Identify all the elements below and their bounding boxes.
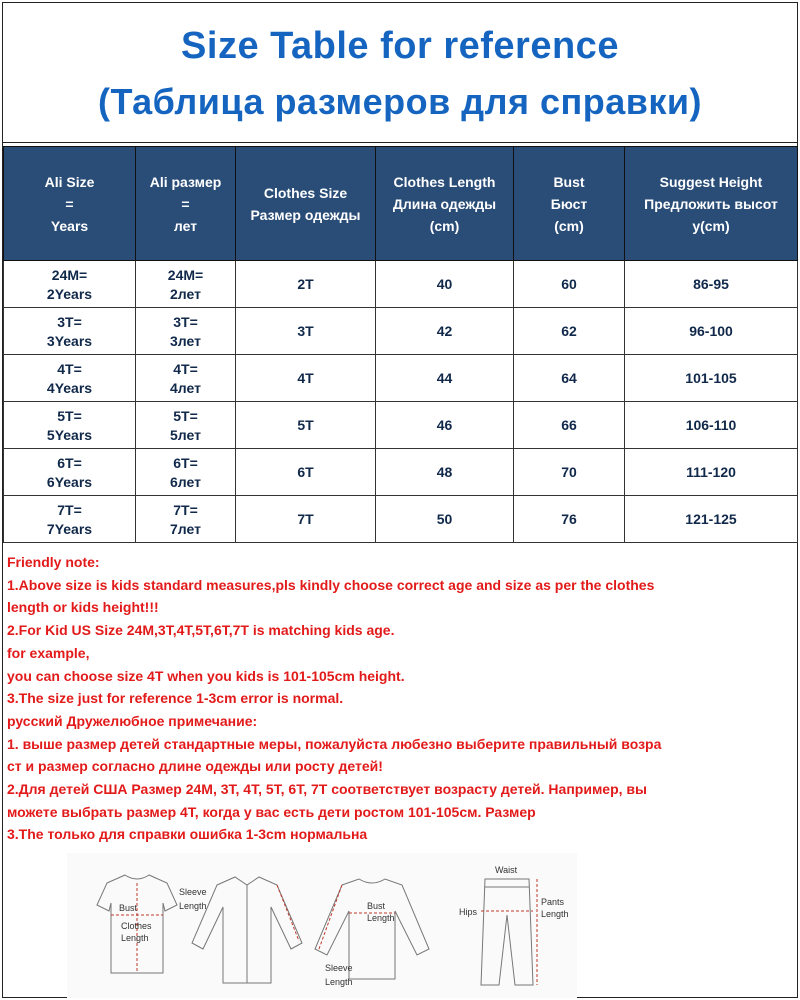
note-line: 3.The только для справки ошибка 1-3cm нормальна [7, 826, 368, 843]
sleeve-label: Sleeve [179, 887, 207, 897]
cell-ali-size-ru: 6T= 6лет [136, 449, 236, 496]
cell-suggest-height: 111-120 [625, 449, 798, 496]
note-line: 2.Для детей США Размер 24M, 3T, 4T, 5T, 6T, 7T соответствует возрасту детей. Например, вы [7, 781, 647, 798]
cell-ali-size: 4T= 4Years [4, 355, 136, 402]
table-row [4, 355, 798, 402]
cell-ali-size-ru: 24M= 2лет [136, 261, 236, 308]
cell-ali-size-ru: 5T= 5лет [136, 402, 236, 449]
cell-bust: 60 [514, 261, 625, 308]
table-row [4, 402, 798, 449]
page-subtitle: (Таблица размеров для справки) [97, 81, 703, 122]
cell-suggest-height: 101-105 [625, 355, 798, 402]
table-row [4, 261, 798, 308]
table-row [4, 308, 798, 355]
note-line: 2.For Kid US Size 24M,3T,4T,5T,6T,7T is matching kids age. [7, 622, 395, 639]
note-line: можете выбрать размер 4T, когда у вас есть дети ростом 101-105см. Размер [7, 803, 536, 820]
cell-ali-size-ru: 4T= 4лет [136, 355, 236, 402]
size-table [3, 146, 798, 543]
cell-suggest-height: 106-110 [625, 402, 798, 449]
cell-clothes-length: 42 [376, 308, 514, 355]
measurement-diagram [67, 853, 577, 998]
cell-clothes-length: 44 [376, 355, 514, 402]
cell-bust: 62 [514, 308, 625, 355]
cell-clothes-length: 50 [376, 496, 514, 543]
sweat-sleeve-length-label: Length [325, 977, 353, 987]
note-line: Friendly note: [7, 554, 100, 570]
cell-ali-size: 5T= 5Years [4, 402, 136, 449]
sweat-sleeve-label: Sleeve [325, 963, 353, 973]
sweat-length-label: Length [367, 913, 395, 923]
cell-clothes-size: 2T [236, 261, 376, 308]
cell-suggest-height: 121-125 [625, 496, 798, 543]
header-ali-size-ru: Ali размер = лет [136, 147, 236, 261]
cell-bust: 76 [514, 496, 625, 543]
waist-label: Waist [495, 865, 518, 875]
note-line: 1.Above size is kids standard measures,pls kindly choose correct age and size as per the clothes [7, 576, 655, 593]
header-bust: Bust Бюст (cm) [514, 147, 625, 261]
cell-ali-size: 24M= 2Years [4, 261, 136, 308]
cell-clothes-size: 4T [236, 355, 376, 402]
note-line: 3.The size just for reference 1-3cm error is normal. [7, 690, 344, 707]
cell-clothes-size: 5T [236, 402, 376, 449]
header-ali-size: Ali Size = Years [4, 147, 136, 261]
size-chart-frame [2, 2, 798, 998]
pants-label: Pants [541, 897, 565, 907]
table-body [4, 261, 798, 543]
table-header-row [4, 147, 798, 261]
page-title: Size Table for reference [181, 25, 619, 67]
header-clothes-size: Clothes Size Размер одежды [236, 147, 376, 261]
sweat-bust-label: Bust [367, 901, 386, 911]
cell-clothes-size: 6T [236, 449, 376, 496]
cell-bust: 70 [514, 449, 625, 496]
cell-clothes-length: 40 [376, 261, 514, 308]
cell-ali-size: 3T= 3Years [4, 308, 136, 355]
bust-label: Bust [119, 903, 138, 913]
note-line: you can choose size 4T when you kids is 101-105cm height. [7, 667, 405, 684]
header-suggest-height: Suggest Height Предложить высот у(cm) [625, 147, 798, 261]
note-line: length or kids height!!! [7, 599, 159, 616]
table-row [4, 449, 798, 496]
cell-suggest-height: 86-95 [625, 261, 798, 308]
cell-suggest-height: 96-100 [625, 308, 798, 355]
cell-ali-size-ru: 7T= 7лет [136, 496, 236, 543]
cell-clothes-length: 48 [376, 449, 514, 496]
pants-length-label: Length [541, 909, 569, 919]
sleeve-length-label: Length [179, 901, 207, 911]
cell-ali-size-ru: 3T= 3лет [136, 308, 236, 355]
cell-clothes-size: 3T [236, 308, 376, 355]
cell-clothes-size: 7T [236, 496, 376, 543]
cell-clothes-length: 46 [376, 402, 514, 449]
cell-ali-size: 6T= 6Years [4, 449, 136, 496]
clothes-label: Clothes [121, 921, 152, 931]
hips-label: Hips [459, 907, 478, 917]
friendly-note [7, 551, 797, 846]
note-line: ст и размер согласно длине одежды или росту детей! [7, 758, 383, 775]
title-box [3, 3, 797, 143]
cell-ali-size: 7T= 7Years [4, 496, 136, 543]
cell-bust: 66 [514, 402, 625, 449]
note-line: for example, [7, 644, 90, 661]
cell-bust: 64 [514, 355, 625, 402]
table-row [4, 496, 798, 543]
header-clothes-length: Clothes Length Длина одежды (cm) [376, 147, 514, 261]
length-label: Length [121, 933, 149, 943]
note-line: русский Дружелюбное примечание: [7, 712, 258, 729]
note-line: 1. выше размер детей стандартные меры, пожалуйста любезно выберите правильный возра [7, 735, 662, 752]
